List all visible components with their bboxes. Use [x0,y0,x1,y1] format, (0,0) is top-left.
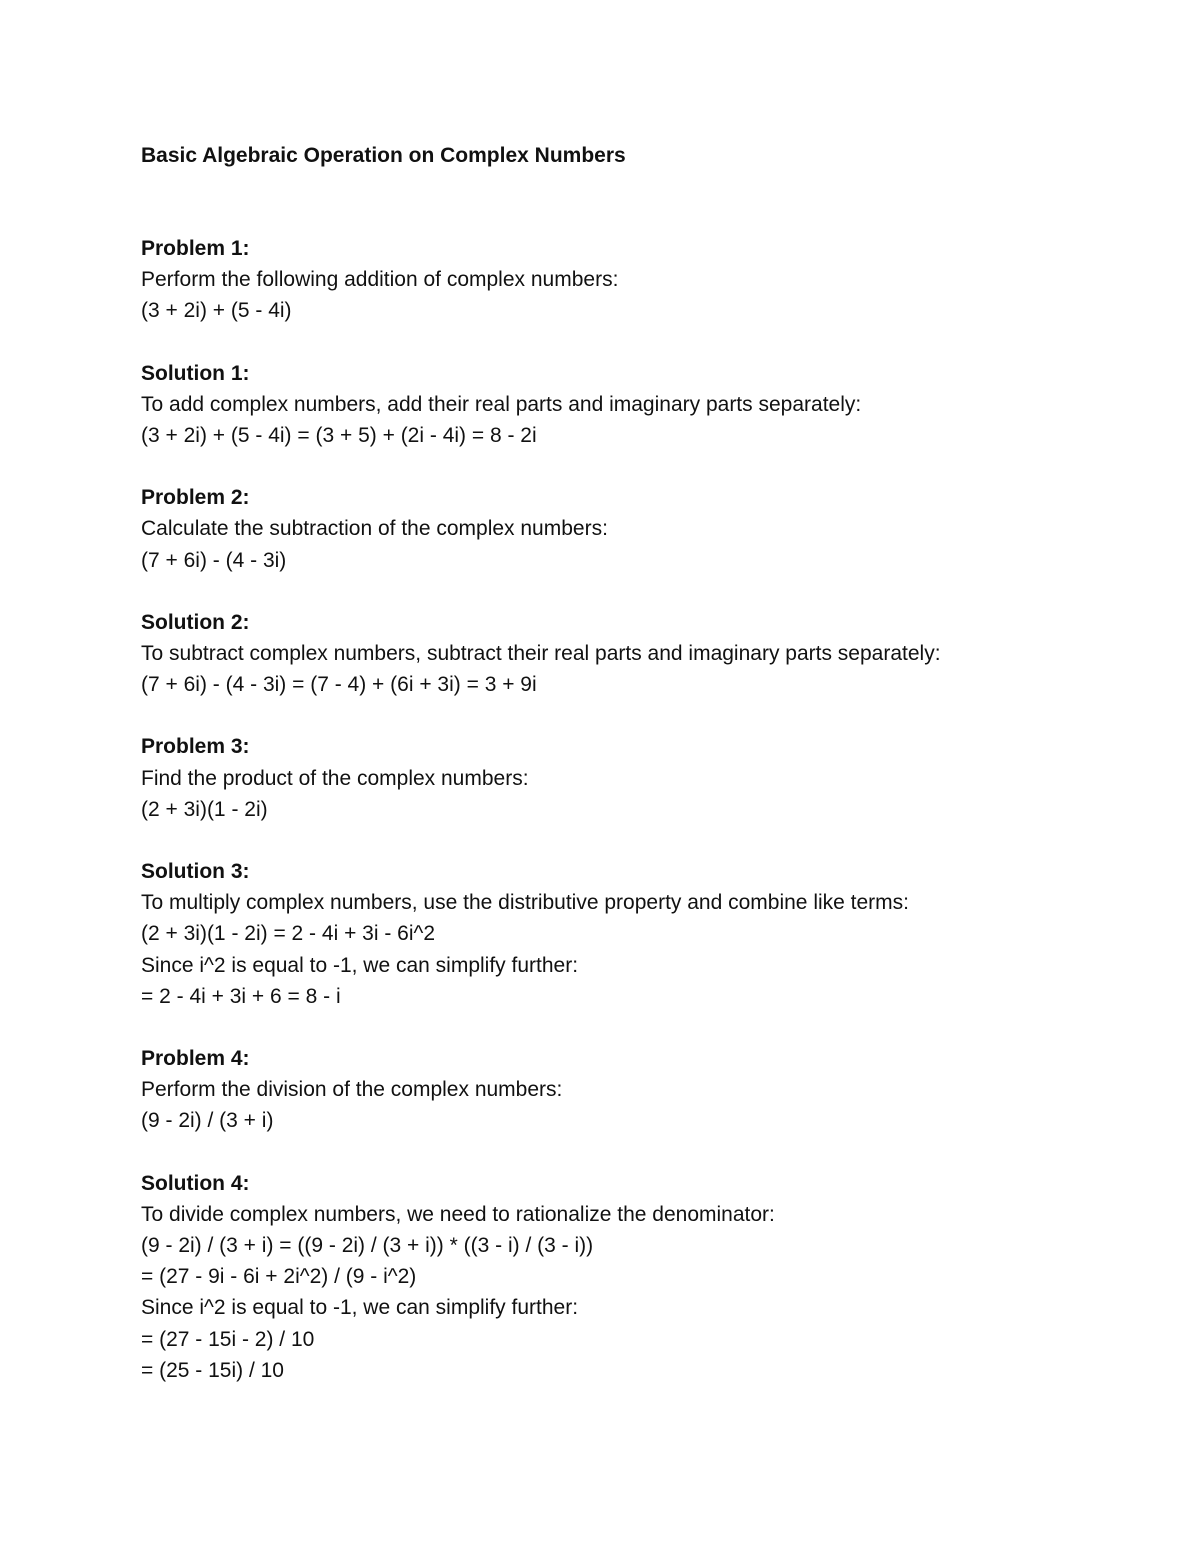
section-text-line: (3 + 2i) + (5 - 4i) = (3 + 5) + (2i - 4i) = 8 - 2i [141,424,537,448]
section-text-line: (9 - 2i) / (3 + i) [141,1109,274,1133]
section-text-line: To divide complex numbers, we need to rationalize the denominator: [141,1202,775,1226]
section-text-line: (2 + 3i)(1 - 2i) = 2 - 4i + 3i - 6i^2 [141,922,436,946]
section-heading: Problem 2: [141,486,250,510]
section-heading: Problem 4: [141,1047,250,1071]
section-text-line: = (25 - 15i) / 10 [141,1358,284,1382]
section-text-line: Since i^2 is equal to -1, we can simplify further: [141,1296,579,1320]
section-block [141,358,1141,452]
document-page [141,140,1141,1386]
section-heading: Problem 3: [141,735,250,759]
document-title: Basic Algebraic Operation on Complex Numbers [141,144,626,167]
section-text-line: To subtract complex numbers, subtract their real parts and imaginary parts separately: [141,642,941,666]
section-block [141,1043,1141,1137]
section-block [141,1168,1141,1386]
section-text-line: (7 + 6i) - (4 - 3i) [141,548,287,572]
section-text-line: Find the product of the complex numbers: [141,766,529,790]
section-text-line: = (27 - 15i - 2) / 10 [141,1327,315,1351]
section-block [141,731,1141,825]
section-heading: Solution 3: [141,860,250,884]
section-text-line: Since i^2 is equal to -1, we can simplify further: [141,953,579,977]
section-text-line: Perform the following addition of complex numbers: [141,268,619,292]
section-text-line: (2 + 3i)(1 - 2i) [141,797,268,821]
section-text-line: = (27 - 9i - 6i + 2i^2) / (9 - i^2) [141,1265,417,1289]
section-text-line: = 2 - 4i + 3i + 6 = 8 - i [141,984,341,1008]
section-text-line: Perform the division of the complex numbers: [141,1078,563,1102]
section-heading: Solution 4: [141,1171,250,1195]
section-heading: Solution 1: [141,361,250,385]
section-heading: Problem 1: [141,237,250,260]
section-heading: Solution 2: [141,610,250,634]
section-block [141,607,1141,701]
section-text-line: To multiply complex numbers, use the distributive property and combine like terms: [141,891,909,915]
section-text-line: Calculate the subtraction of the complex numbers: [141,517,608,541]
section-block [141,233,1141,327]
section-text-line: (9 - 2i) / (3 + i) = ((9 - 2i) / (3 + i)) * ((3 - i) / (3 - i)) [141,1234,594,1258]
section-text-line: (3 + 2i) + (5 - 4i) [141,299,292,323]
section-text-line: To add complex numbers, add their real parts and imaginary parts separately: [141,392,862,416]
sections-container [141,233,1141,1386]
section-text-line: (7 + 6i) - (4 - 3i) = (7 - 4) + (6i + 3i) = 3 + 9i [141,673,537,697]
section-block [141,482,1141,576]
section-block [141,856,1141,1012]
